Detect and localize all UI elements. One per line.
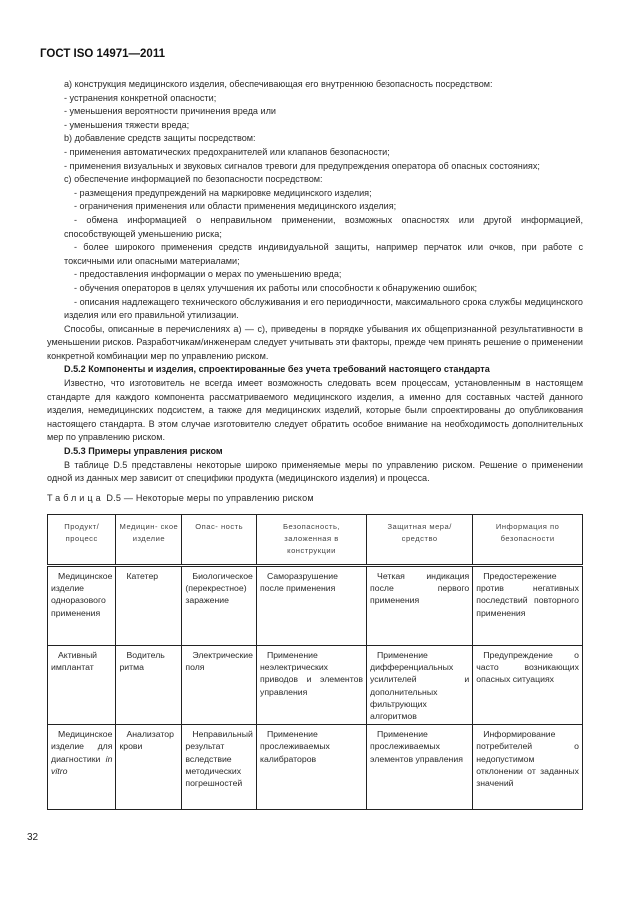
table-caption-prefix: Таблица	[47, 492, 104, 503]
list-subitem: - более широкого применения средств индивидуальной защиты, например перчаток или очков, при работе с токсичными или опасными материалами;	[64, 242, 583, 266]
paragraph-d52: Известно, что изготовитель не всегда имеет возможность следовать всем процессам, установленным в настоящем стандарте для каждого компонента рассматриваемого медицинского изделия, а именно для составных частей данного изделия, немедицинских подсистем, а также для медицинских изделий, которые были спроектированы до опубликования настоящего стандарта. В этом случае изготовителю следует обратить особое внимание на необходимость дополнительных мер по управлению риском.	[47, 378, 583, 443]
list-subitem: - предоставления информации о мерах по уменьшению вреда;	[74, 269, 342, 280]
table-cell: Саморазрушение после применения	[256, 566, 366, 646]
table-row	[48, 646, 583, 725]
column-header: Продукт/ процесс	[48, 515, 116, 566]
risk-measures-table	[47, 514, 583, 810]
list-subitem: - применения визуальных и звуковых сигналов тревоги для предупреждения оператора об опасных состояниях;	[64, 160, 540, 171]
paragraph-methods: Способы, описанные в перечислениях a) — c), приведены в порядке убывания их общепризнанной результативности в уменьшении рисков. Разработчикам/инженерам следует учитывать эти факторы, прежде чем принять решение о применении конкретной комбинации мер по управлению риском.	[47, 323, 583, 361]
list-subitem: - применения автоматических предохранителей или клапанов безопасности;	[64, 146, 390, 157]
list-item-b: b) добавление средств защиты посредством:	[64, 133, 256, 144]
column-header: Информация по безопасности	[473, 515, 583, 566]
table-caption	[47, 492, 583, 506]
cell-italic-text: in vitro	[51, 753, 113, 776]
list-subitem: - размещения предупреждений на маркировке медицинского изделия;	[74, 187, 372, 198]
table-cell: Применение прослеживаемых калибраторов	[256, 725, 366, 810]
list-item-c: c) обеспечение информацией по безопасности посредством:	[64, 174, 323, 185]
table-cell: Предостережение против негативных последствий повторного применения	[473, 566, 583, 646]
list-subitem: - описания надлежащего технического обслуживания и его периодичности, максимального срока службы медицинского изделия или его правильной утилизации.	[64, 296, 583, 321]
table-cell	[48, 725, 116, 810]
list-subitem: - обмена информацией о неправильном применении, возможных опасностях или другой информацией, способствующей уменьшению риска;	[64, 214, 583, 239]
page-number: 32	[27, 832, 39, 843]
table-cell: Анализатор крови	[116, 725, 182, 810]
table-cell: Неправильный результат вследствие методических погрешностей	[182, 725, 257, 810]
table-cell: Активный имплантат	[48, 646, 116, 725]
list-subitem: - ограничения применения или области применения медицинского изделия;	[74, 201, 397, 212]
cell-text: Медицинское изделие для диагностики	[51, 729, 113, 764]
table-cell: Водитель ритма	[116, 646, 182, 725]
table-cell: Применение прослеживаемых элементов управления	[367, 725, 473, 810]
table-cell: Информирование потребителей о недопустимом отклонении от заданных значений	[473, 725, 583, 810]
table-cell: Биологическое (перекрестное) заражение	[182, 566, 257, 646]
column-header: Медицин- ское изделие	[116, 515, 182, 566]
table-caption-text: D.5 — Некоторые меры по управлению риском	[106, 492, 314, 503]
list-subitem: - устранения конкретной опасности;	[64, 92, 217, 103]
list-subitem: - уменьшения вероятности причинения вреда или	[64, 106, 276, 117]
table-cell: Предупреждение о часто возникающих опасных ситуациях	[473, 646, 583, 725]
list-item-a: a) конструкция медицинского изделия, обеспечивающая его внутреннюю безопасность посредством:	[64, 79, 493, 89]
list-subitem: - уменьшения тяжести вреда;	[64, 119, 190, 130]
table-row	[48, 566, 583, 646]
table-header-row	[48, 515, 583, 566]
column-header: Защитная мера/средство	[367, 515, 473, 566]
column-header: Безопасность, заложенная в конструкции	[256, 515, 366, 566]
paragraph-d53: В таблице D.5 представлены некоторые широко применяемые меры по управлению риском. Решение о применении одной из данных мер зависит от специфики продукта (медицинского изделия) и процесса.	[47, 459, 583, 484]
document-header: ГОСТ ISO 14971—2011	[40, 48, 165, 60]
table-row	[48, 725, 583, 810]
table-cell: Применение дифференциальных усилителей и дополнительных фильтрующих алгоритмов	[367, 646, 473, 725]
table-cell: Применение неэлектрических приводов и элементов управления	[256, 646, 366, 725]
table-cell: Четкая индикация после первого применения	[367, 566, 473, 646]
table-cell: Медицинское изделие одноразового применения	[48, 566, 116, 646]
list-subitem: - обучения операторов в целях улучшения их работы или способности к обнаружению ошибок;	[74, 282, 478, 293]
table-cell: Катетер	[116, 566, 182, 646]
section-heading-d52: D.5.2 Компоненты и изделия, спроектированные без учета требований настоящего стандарта	[64, 364, 490, 375]
document-body	[47, 78, 583, 505]
table-cell: Электрические поля	[182, 646, 257, 725]
column-header: Опас- ность	[182, 515, 257, 566]
section-heading-d53: D.5.3 Примеры управления риском	[64, 446, 223, 457]
